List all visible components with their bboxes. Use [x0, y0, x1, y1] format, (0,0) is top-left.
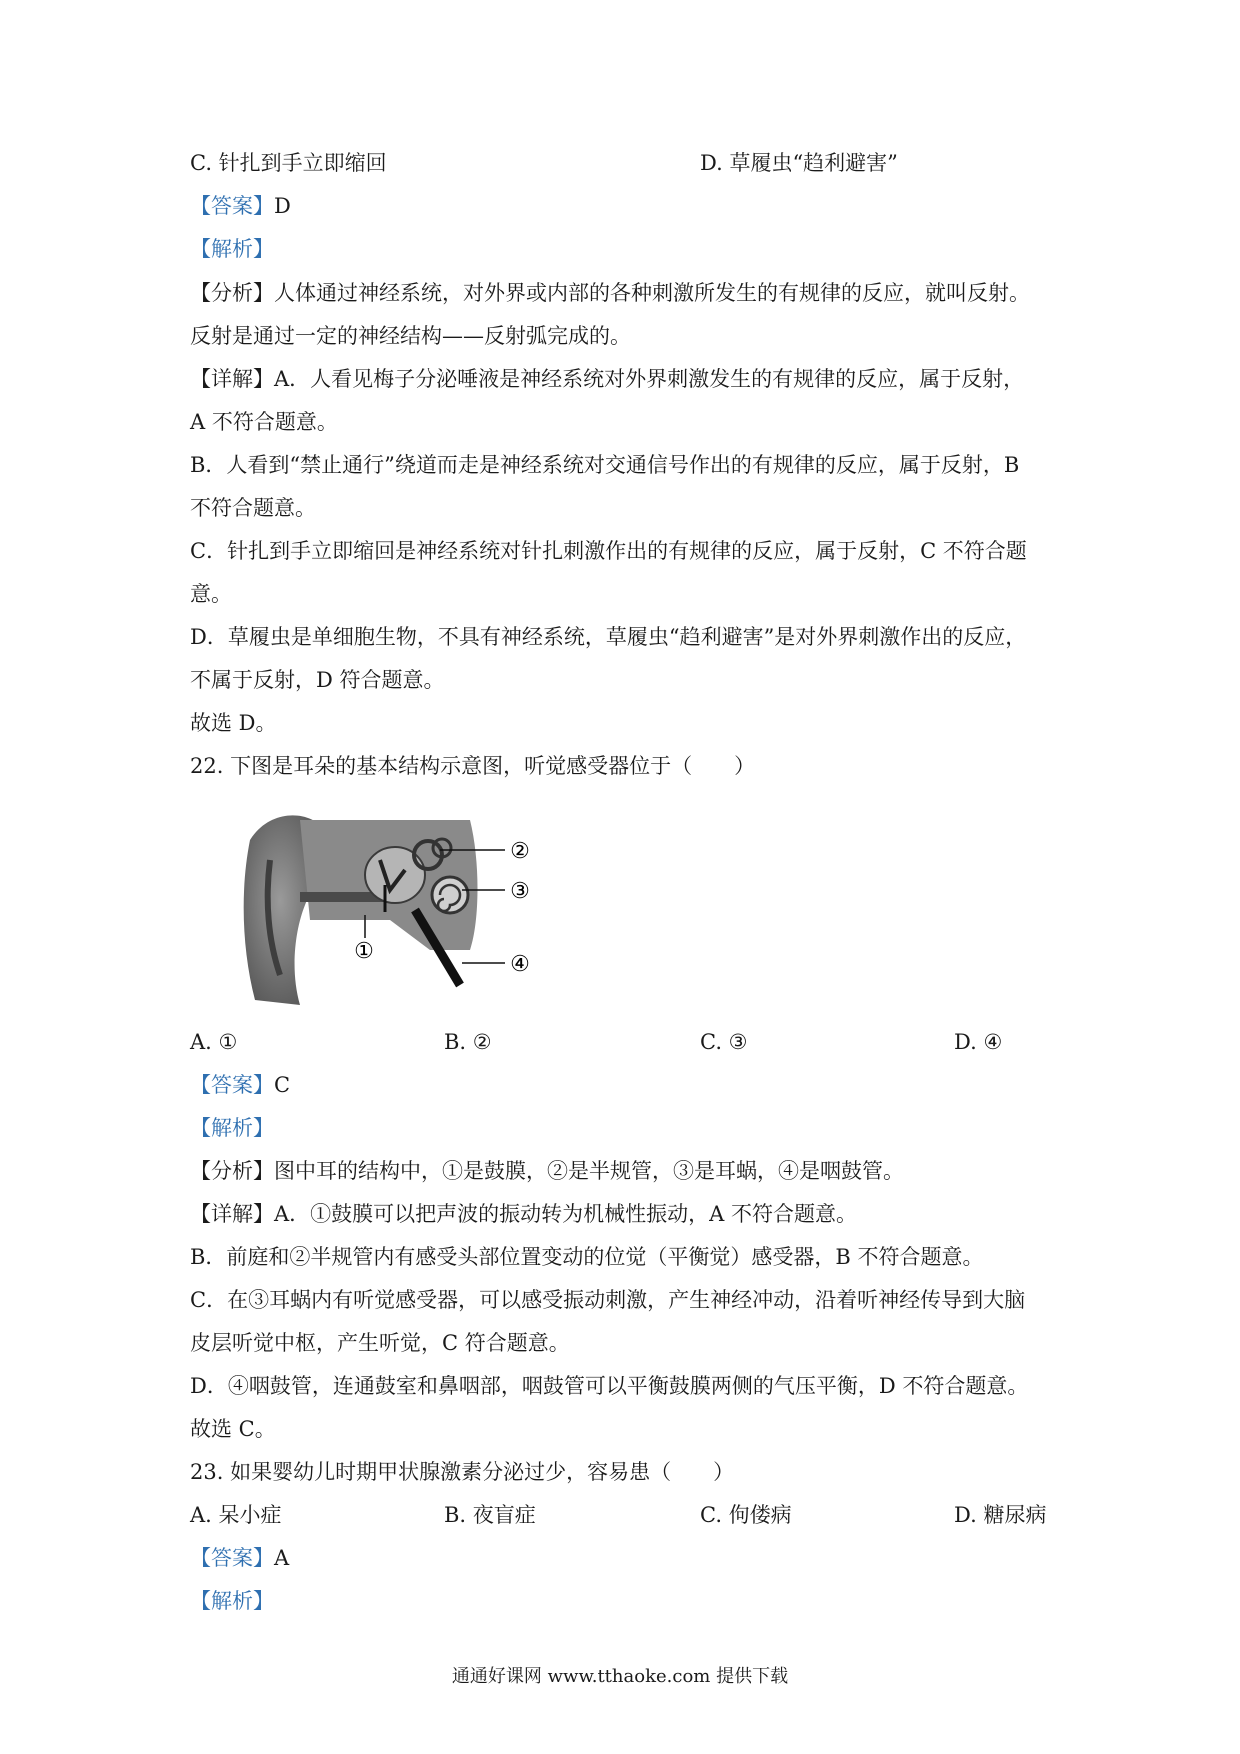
q22-xiangjie-d: D．④咽鼓管，连通鼓室和鼻咽部，咽鼓管可以平衡鼓膜两侧的气压平衡，D 不符合题意。	[190, 1374, 1029, 1398]
q21-xiangjie-b2: 不符合题意。	[190, 496, 316, 520]
xiangjie-tag: 【详解】	[190, 367, 274, 391]
q21-fenxi-2: 反射是通过一定的神经结构——反射弧完成的。	[190, 324, 631, 348]
q23-answer	[190, 1543, 1070, 1573]
q22-xiangjie-a	[190, 1199, 1070, 1229]
ear-diagram	[230, 800, 590, 1015]
fenxi-tag: 【分析】	[190, 281, 274, 305]
xiangjie-tag: 【详解】	[190, 1202, 274, 1226]
q23-option-b: B. 夜盲症	[444, 1503, 536, 1527]
fenxi-tag: 【分析】	[190, 1159, 274, 1183]
q21-jiexi	[190, 234, 1070, 264]
q22-xiangjie-c2: 皮层听觉中枢，产生听觉，C 符合题意。	[190, 1331, 570, 1355]
q22-xiangjie-b: B．前庭和②半规管内有感受头部位置变动的位觉（平衡觉）感受器，B 不符合题意。	[190, 1245, 984, 1269]
q21-option-c: C. 针扎到手立即缩回	[190, 151, 387, 175]
answer-tag: 【答案】	[190, 1546, 274, 1570]
q21-xiangjie-b1: B．人看到“禁止通行”绕道而走是神经系统对交通信号作出的有规律的反应，属于反射，B	[190, 453, 1020, 477]
answer-value: A	[274, 1546, 290, 1570]
jiexi-tag: 【解析】	[190, 1589, 274, 1613]
q23-option-d: D. 糖尿病	[954, 1503, 1047, 1527]
answer-tag: 【答案】	[190, 194, 274, 218]
q21-xiangjie-c1: C．针扎到手立即缩回是神经系统对针扎刺激作出的有规律的反应，属于反射，C 不符合题	[190, 539, 1027, 563]
answer-tag: 【答案】	[190, 1073, 274, 1097]
xiangjie-text: A．人看见梅子分泌唾液是神经系统对外界刺激发生的有规律的反应，属于反射，	[274, 367, 1025, 391]
q22-option-b: B. ②	[444, 1030, 492, 1054]
q21-fenxi-1	[190, 278, 1070, 308]
q22-xiangjie-c1: C．在③耳蜗内有听觉感受器，可以感受振动刺激，产生神经冲动，沿着听神经传导到大脑	[190, 1288, 1026, 1312]
q21-xiangjie-d2: 不属于反射，D 符合题意。	[190, 668, 445, 692]
q21-xiangjie-c2: 意。	[190, 582, 232, 606]
q22-conclusion: 故选 C。	[190, 1417, 276, 1441]
q21-option-d: D. 草履虫“趋利避害”	[700, 151, 898, 175]
q22-answer	[190, 1070, 1070, 1100]
q22-fenxi	[190, 1156, 1070, 1186]
figure-label-2: ②	[510, 839, 530, 864]
q21-xiangjie-a1	[190, 364, 1070, 394]
q21-xiangjie-d1: D．草履虫是单细胞生物，不具有神经系统，草履虫“趋利避害”是对外界刺激作出的反应，	[190, 625, 1027, 649]
answer-value: D	[274, 194, 291, 218]
jiexi-tag: 【解析】	[190, 237, 274, 261]
figure-label-4: ④	[510, 952, 530, 977]
q22-jiexi	[190, 1113, 1070, 1143]
page-footer: 通通好课网 www.tthaoke.com 提供下载	[451, 1666, 789, 1687]
q23-stem: 23. 如果婴幼儿时期甲状腺激素分泌过少，容易患（ ）	[190, 1460, 735, 1484]
ear-structure-figure	[230, 800, 590, 1015]
q23-option-c: C. 佝偻病	[700, 1503, 792, 1527]
q21-xiangjie-a2: A 不符合题意。	[190, 410, 338, 434]
jiexi-tag: 【解析】	[190, 1116, 274, 1140]
figure-label-1: ①	[354, 939, 374, 964]
q23-jiexi	[190, 1586, 1070, 1616]
q22-option-c: C. ③	[700, 1030, 748, 1054]
answer-value: C	[274, 1073, 291, 1097]
q22-option-a: A. ①	[190, 1030, 238, 1054]
q23-option-a: A. 呆小症	[190, 1503, 282, 1527]
figure-label-3: ③	[510, 879, 530, 904]
fenxi-text: 图中耳的结构中，①是鼓膜，②是半规管，③是耳蜗，④是咽鼓管。	[274, 1159, 904, 1183]
q22-stem: 22. 下图是耳朵的基本结构示意图，听觉感受器位于（ ）	[190, 754, 756, 778]
q21-answer	[190, 191, 1070, 221]
xiangjie-text: A．①鼓膜可以把声波的振动转为机械性振动，A 不符合题意。	[274, 1202, 858, 1226]
q22-option-d: D. ④	[954, 1030, 1003, 1054]
fenxi-text: 人体通过神经系统，对外界或内部的各种刺激所发生的有规律的反应，就叫反射。	[274, 281, 1030, 305]
q21-conclusion: 故选 D。	[190, 711, 277, 735]
